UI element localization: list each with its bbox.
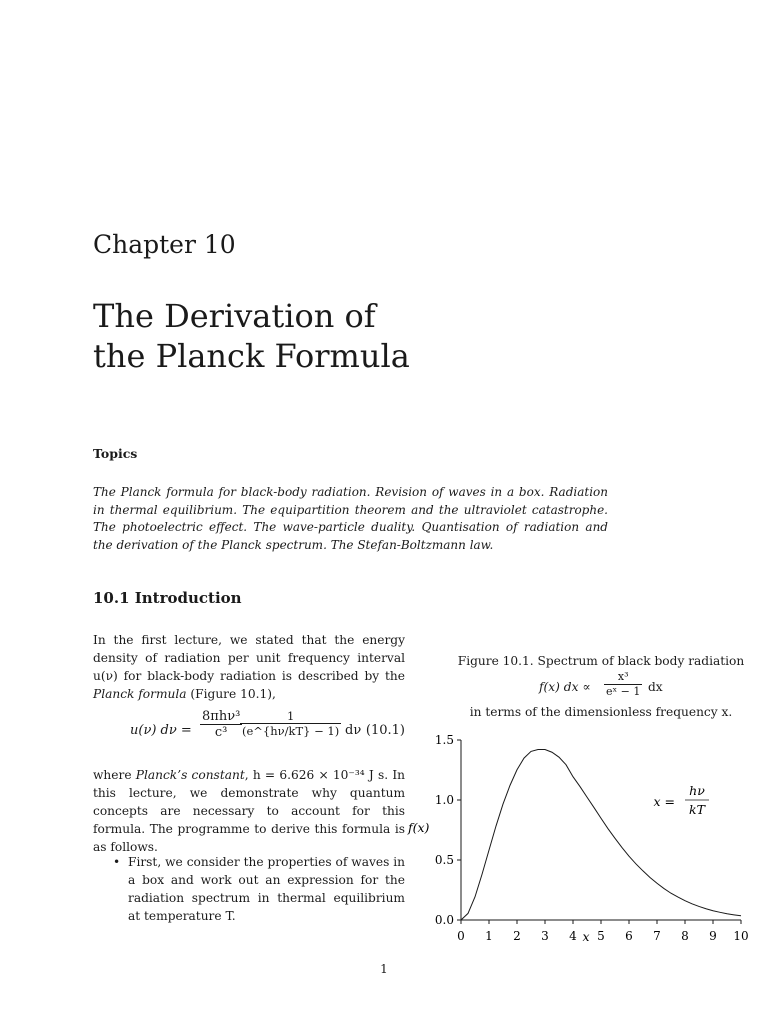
planck-formula-emphasis: Planck formula [93, 687, 187, 701]
planck-constant-paragraph [93, 766, 405, 856]
equation-frac1-den: c³ [214, 725, 228, 740]
figure-caption-formula [446, 670, 756, 704]
caption-formula-tail: dx [648, 680, 663, 694]
annotation-num: hν [689, 783, 705, 798]
caption-formula-den: eˣ − 1 [606, 685, 641, 698]
caption-formula-lhs: f(x) dx ∝ [539, 680, 591, 694]
x-tick-label: 3 [541, 929, 549, 943]
x-tick-label: 6 [625, 929, 633, 943]
x-axis-ticks [457, 920, 748, 943]
chapter-label: Chapter 10 [93, 230, 236, 259]
intro-paragraph-text: In the first lecture, we stated that the energy density of radiation per unit frequency interval u(ν) for black-body radiation is described by the [93, 633, 405, 683]
equation-fraction-1 [200, 709, 242, 740]
planck-equation [130, 709, 405, 755]
para2-text-a: where [93, 768, 136, 782]
equation-frac2-den: (e^{hν/kT} − 1) [242, 724, 340, 738]
equation-fraction-2 [240, 709, 341, 738]
bullet-item-1: First, we consider the properties of waves in a box and work out an expression for the radiation spectrum in thermal equilibrium at temperature T. [128, 855, 405, 923]
x-tick-label: 9 [709, 929, 717, 943]
x-tick-label: 8 [681, 929, 689, 943]
y-tick-label: 0.5 [434, 853, 454, 867]
equation-lhs: u(ν) dν = [130, 723, 192, 738]
para2-text-b: , h = 6.626 × 10⁻³⁴ J s. In this lecture, we demonstrate why quantum concepts are necessary to account for this formula. The programme to derive this formula is as follows. [93, 768, 405, 854]
page-number: 1 [380, 962, 388, 976]
planck-constant-emphasis: Planck’s constant [135, 768, 245, 782]
y-tick-label: 0.0 [434, 913, 454, 927]
bullet-marker: • [113, 855, 121, 869]
intro-paragraph [93, 631, 405, 703]
y-tick-label: 1.0 [434, 793, 454, 807]
equation-dnu: dν [345, 723, 362, 738]
figure-caption [446, 653, 756, 721]
topics-heading: Topics [93, 446, 138, 461]
y-tick-label: 1.5 [434, 733, 454, 747]
x-tick-label: 1 [485, 929, 493, 943]
section-heading: 10.1 Introduction [93, 589, 242, 607]
equation-frac1-num: 8πhν³ [202, 709, 241, 724]
figure-caption-line3: in terms of the dimensionless frequency x. [469, 705, 733, 719]
spectrum-curve [461, 749, 741, 920]
figure-caption-line1: Figure 10.1. Spectrum of black body radiation [457, 654, 745, 668]
topics-summary: The Planck formula for black-body radiation. Revision of waves in a box. Radiation in thermal equilibrium. The equipartition theorem and the ultraviolet catastrophe. The photoelectric effect. The wave-particle duality. Quantisation of radiation and the derivation of the Planck spectrum. The Stefan-Boltzmann law. [93, 485, 608, 552]
planck-spectrum-chart [405, 725, 760, 950]
x-tick-label: 5 [597, 929, 605, 943]
caption-formula-num: x³ [604, 670, 642, 685]
x-axis-label: x [582, 929, 590, 944]
annotation-lhs: x = [653, 794, 675, 809]
chapter-title-line1: The Derivation of [93, 297, 376, 335]
y-axis-label: f(x) [408, 820, 430, 835]
x-tick-label: 7 [653, 929, 661, 943]
equation-frac2-num: 1 [240, 709, 341, 724]
x-tick-label: 0 [457, 929, 465, 943]
caption-formula-fraction [604, 670, 642, 699]
x-tick-label: 4 [569, 929, 577, 943]
x-tick-label: 10 [733, 929, 749, 943]
x-tick-label: 2 [513, 929, 521, 943]
chapter-title [93, 296, 613, 376]
chapter-title-line2: the Planck Formula [93, 337, 410, 375]
y-axis-ticks [435, 733, 461, 927]
equation-number: (10.1) [365, 723, 405, 738]
chart-annotation [654, 783, 710, 817]
intro-paragraph-tail: (Figure 10.1), [186, 687, 276, 701]
annotation-den: kT [689, 802, 705, 817]
